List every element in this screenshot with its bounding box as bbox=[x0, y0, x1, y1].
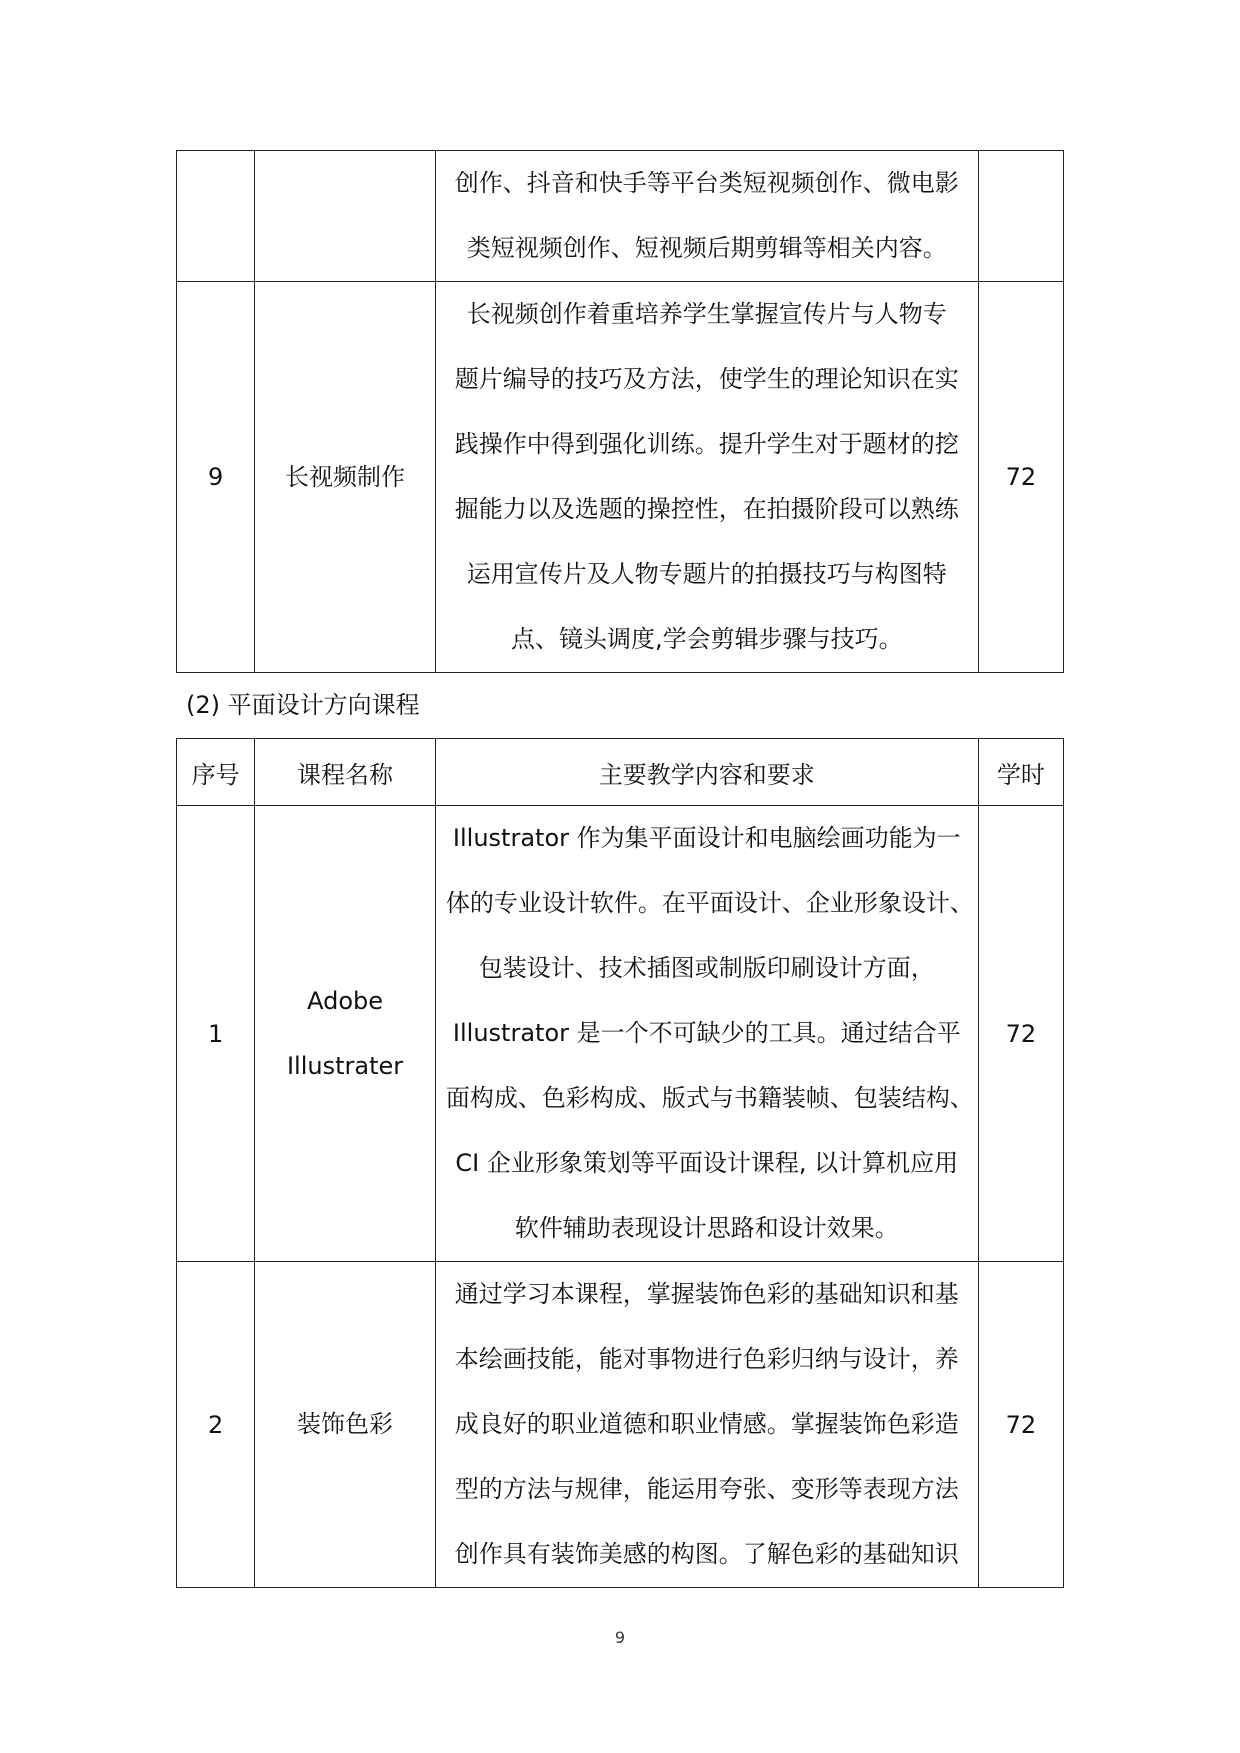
content-line: 型的方法与规律，能运用夸张、变形等表现方法 bbox=[454, 1475, 959, 1503]
course-table-graphic-design bbox=[176, 738, 1064, 1588]
table-row bbox=[177, 151, 1064, 282]
header-no: 序号 bbox=[177, 739, 255, 806]
course-name-line: Adobe bbox=[307, 986, 384, 1015]
cell-course-name bbox=[255, 282, 436, 673]
page-number: 9 bbox=[614, 1628, 626, 1647]
course-name-line: Illustrater bbox=[286, 1051, 404, 1080]
content-line: 通过学习本课程，掌握装饰色彩的基础知识和基 bbox=[454, 1280, 959, 1308]
content-line: 本绘画技能，能对事物进行色彩归纳与设计，养 bbox=[454, 1345, 959, 1373]
cell-no: 1 bbox=[177, 806, 255, 1262]
content-line: 体的专业设计软件。在平面设计、企业形象设计、 bbox=[445, 889, 974, 917]
table-row bbox=[177, 1262, 1064, 1588]
table-row bbox=[177, 806, 1064, 1262]
cell-content bbox=[435, 151, 978, 282]
content-line: 题片编导的技巧及方法，使学生的理论知识在实 bbox=[454, 365, 959, 393]
content-line: 践操作中得到强化训练。提升学生对于题材的挖 bbox=[454, 430, 959, 458]
content-line: CI 企业形象策划等平面设计课程, 以计算机应用 bbox=[455, 1149, 959, 1177]
course-table-graphic-design-body bbox=[177, 806, 1064, 1588]
header-content: 主要教学内容和要求 bbox=[435, 739, 978, 806]
cell-hours: 72 bbox=[978, 1262, 1063, 1588]
content-line: Illustrator 是一个不可缺少的工具。通过结合平 bbox=[452, 1019, 961, 1047]
content-line: 软件辅助表现设计思路和设计效果。 bbox=[514, 1214, 899, 1242]
content-line: 掘能力以及选题的操控性，在拍摄阶段可以熟练 bbox=[454, 495, 959, 523]
course-table-continued bbox=[176, 150, 1064, 673]
content-line: 创作具有装饰美感的构图。了解色彩的基础知识 bbox=[454, 1540, 959, 1568]
content-line: 成良好的职业道德和职业情感。掌握装饰色彩造 bbox=[454, 1410, 959, 1438]
cell-no: 9 bbox=[177, 282, 255, 673]
content-line: 运用宣传片及人物专题片的拍摄技巧与构图特 bbox=[466, 560, 947, 588]
cell-content bbox=[435, 282, 978, 673]
cell-hours: 72 bbox=[978, 806, 1063, 1262]
cell-no: 2 bbox=[177, 1262, 255, 1588]
table-header-row bbox=[177, 739, 1064, 806]
table-row bbox=[177, 282, 1064, 673]
cell-course-name bbox=[255, 806, 436, 1262]
course-name-line: 长视频制作 bbox=[285, 462, 406, 491]
cell-hours: 72 bbox=[978, 282, 1063, 673]
content-line: 创作、抖音和快手等平台类短视频创作、微电影 bbox=[454, 169, 959, 197]
course-name-line: 装饰色彩 bbox=[297, 1410, 394, 1438]
cell-no bbox=[177, 151, 255, 282]
content-line: 点、镜头调度,学会剪辑步骤与技巧。 bbox=[510, 625, 903, 653]
header-hours: 学时 bbox=[978, 739, 1063, 806]
content-line: 包装设计、技术插图或制版印刷设计方面， bbox=[478, 954, 935, 982]
cell-course-name bbox=[255, 1262, 436, 1588]
content-line: 面构成、色彩构成、版式与书籍装帧、包装结构、 bbox=[445, 1084, 974, 1112]
cell-hours bbox=[978, 151, 1063, 282]
content-line: Illustrator 作为集平面设计和电脑绘画功能为一 bbox=[452, 824, 961, 852]
header-course-name: 课程名称 bbox=[255, 739, 436, 806]
cell-content bbox=[435, 806, 978, 1262]
cell-course-name bbox=[255, 151, 436, 282]
cell-content bbox=[435, 1262, 978, 1588]
content-line: 长视频创作着重培养学生掌握宣传片与人物专 bbox=[466, 300, 947, 328]
course-table-continued-body bbox=[177, 151, 1064, 673]
content-line: 类短视频创作、短视频后期剪辑等相关内容。 bbox=[466, 234, 947, 262]
section-heading: (2) 平面设计方向课程 bbox=[186, 691, 420, 719]
